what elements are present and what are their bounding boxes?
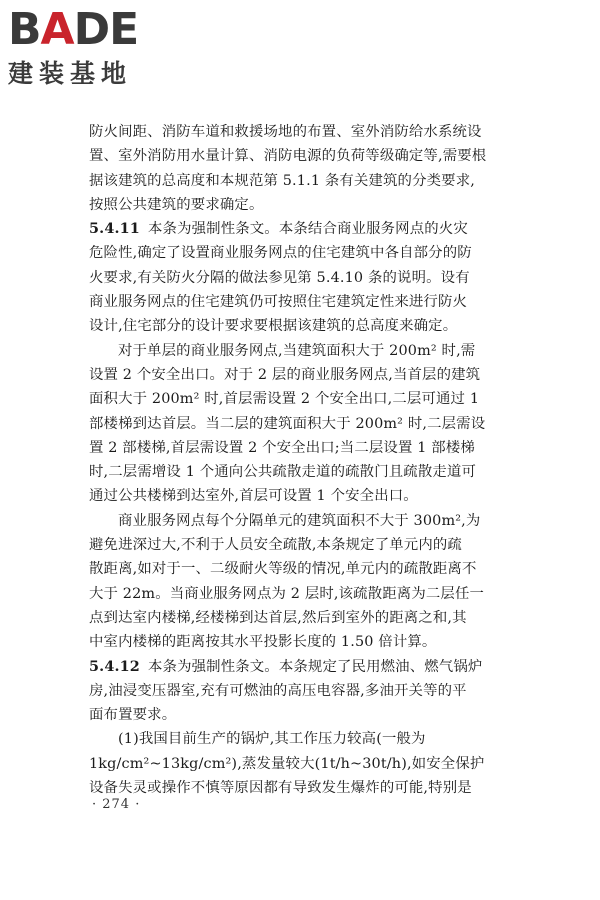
line-text: 1kg/cm²~13kg/cm²),蒸发量较大(1t/h~30t/h),如安全保护 — [89, 755, 485, 772]
text-line — [89, 314, 510, 338]
text-line — [89, 144, 510, 168]
line-text: 大于 22m。当商业服务网点为 2 层时,该疏散距离为二层任一 — [89, 585, 485, 602]
line-text: 设计,住宅部分的设计要求要根据该建筑的总高度来确定。 — [89, 318, 458, 335]
text-line — [89, 776, 510, 800]
line-text: 点到达室内楼梯,经楼梯到达首层,然后到室外的距离之和,其 — [89, 609, 467, 626]
line-text: 危险性,确定了设置商业服务网点的住宅建筑中各自部分的防 — [89, 245, 472, 262]
line-text: 散距离,如对于一、二级耐火等级的情况,单元内的疏散距离不 — [89, 561, 477, 578]
logo-wordmark — [8, 6, 138, 54]
text-line — [89, 679, 510, 703]
line-text: 中室内楼梯的距离按其水平投影长度的 1.50 倍计算。 — [89, 634, 437, 651]
line-text: 商业服务网点每个分隔单元的建筑面积不大于 300m²,为 — [118, 512, 481, 529]
line-text: 设置 2 个安全出口。对于 2 层的商业服务网点,当首层的建筑 — [89, 366, 481, 383]
text-line — [89, 412, 510, 436]
text-line — [89, 120, 510, 144]
text-line — [89, 193, 510, 217]
text-line — [89, 266, 510, 290]
line-text: 本条为强制性条文。本条规定了民用燃油、燃气锅炉 — [147, 658, 483, 675]
document-body — [89, 120, 510, 800]
line-text: 据该建筑的总高度和本规范第 5.1.1 条有关建筑的分类要求, — [89, 172, 475, 189]
logo-letters-de: DE — [73, 4, 139, 55]
line-text: 面积大于 200m² 时,首层需设置 2 个安全出口,二层可通过 1 — [89, 391, 480, 408]
text-line — [89, 582, 510, 606]
line-text: 面布置要求。 — [89, 707, 177, 724]
text-line — [89, 533, 510, 557]
logo-letter-b: B — [8, 4, 41, 55]
line-text: 置、室外消防用水量计算、消防电源的负荷等级确定等,需要根 — [89, 148, 487, 165]
line-text: 房,油浸变压器室,充有可燃油的高压电容器,多油开关等的平 — [89, 682, 467, 699]
text-line — [89, 363, 510, 387]
text-line — [89, 169, 510, 193]
line-text: 置 2 部楼梯,首层需设置 2 个安全出口;当二层设置 1 部楼梯 — [89, 439, 475, 456]
text-line — [89, 290, 510, 314]
text-line — [89, 752, 510, 776]
text-line — [89, 484, 510, 508]
page-number: · 274 · — [92, 797, 141, 812]
section-number: 5.4.11 — [89, 220, 140, 238]
line-text: 火要求,有关防火分隔的做法参见第 5.4.10 条的说明。设有 — [89, 269, 470, 286]
line-text: 商业服务网点的住宅建筑仍可按照住宅建筑定性来进行防火 — [89, 294, 468, 311]
line-text: 通过公共楼梯到达室外,首层可设置 1 个安全出口。 — [89, 488, 418, 505]
text-line — [89, 339, 510, 363]
line-text: 防火间距、消防车道和救援场地的布置、室外消防给水系统设 — [89, 124, 482, 140]
text-line — [89, 509, 510, 533]
line-text: 避免进深过大,不利于人员安全疏散,本条规定了单元内的疏 — [89, 537, 462, 554]
text-line — [89, 727, 510, 751]
logo-letter-a-accent: A — [40, 4, 74, 55]
text-line — [89, 460, 510, 484]
line-text: 本条为强制性条文。本条结合商业服务网点的火灾 — [147, 221, 468, 238]
line-text: 时,二层需增设 1 个通向公共疏散走道的疏散门且疏散走道可 — [89, 464, 476, 481]
text-line — [89, 557, 510, 581]
text-line — [89, 241, 510, 265]
line-text: 设备失灵或操作不慎等原因都有导致发生爆炸的可能,特别是 — [89, 780, 472, 797]
bade-logo — [8, 6, 178, 88]
section-heading-line — [89, 217, 510, 241]
line-text: 对于单层的商业服务网点,当建筑面积大于 200m² 时,需 — [118, 342, 476, 359]
section-number: 5.4.12 — [89, 657, 140, 675]
logo-subtitle: 建装基地 — [8, 59, 133, 88]
line-text: 按照公共建筑的要求确定。 — [89, 196, 264, 213]
line-text: (1)我国目前生产的锅炉,其工作压力较高(一般为 — [118, 731, 426, 748]
text-line — [89, 606, 510, 630]
text-line — [89, 630, 510, 654]
text-line — [89, 387, 510, 411]
line-text: 部楼梯到达首层。当二层的建筑面积大于 200m² 时,二层需设 — [89, 415, 486, 432]
section-heading-line — [89, 655, 510, 679]
text-line — [89, 703, 510, 727]
text-line — [89, 436, 510, 460]
